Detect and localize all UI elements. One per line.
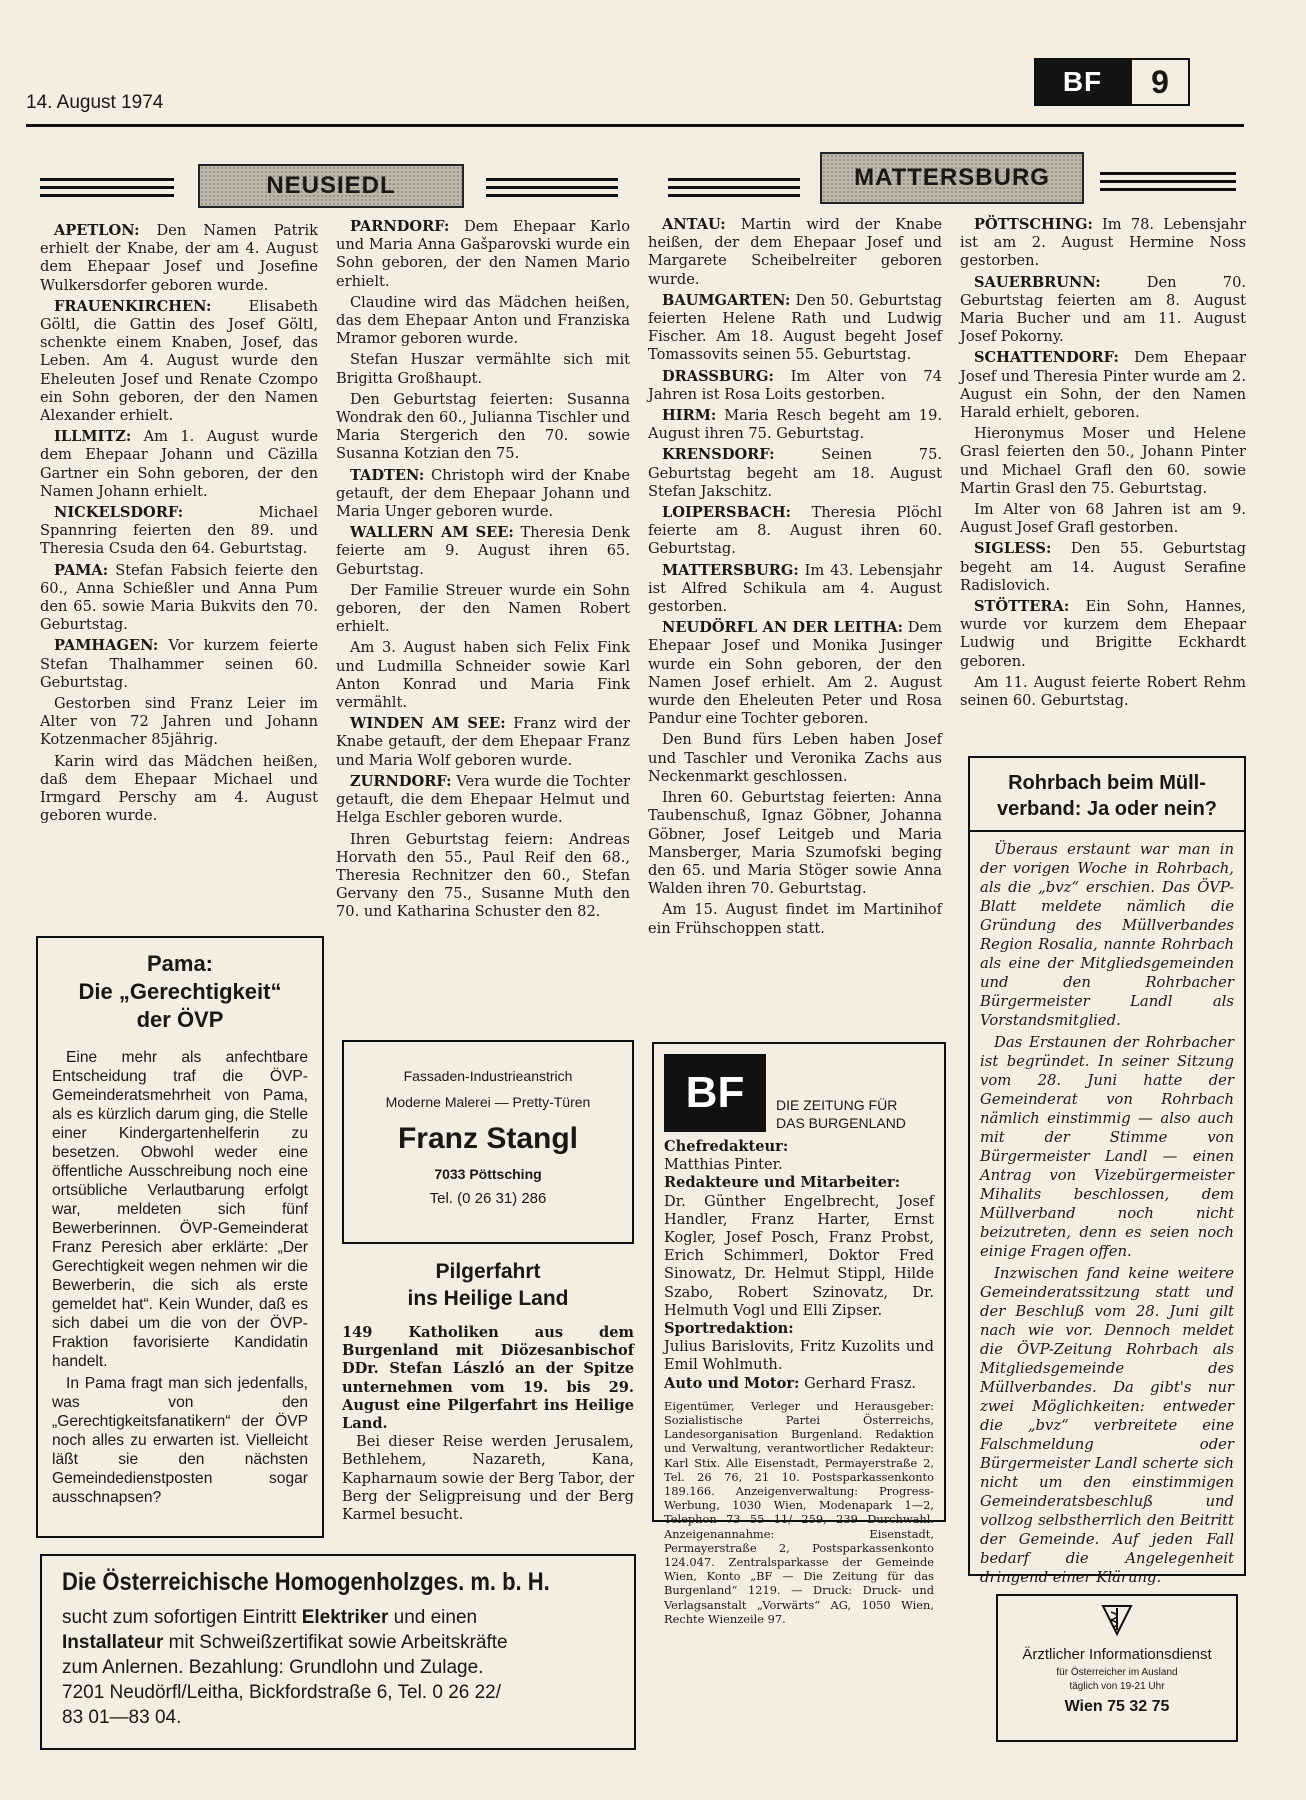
news-text: Michael Spannring feierten den 89. und Theresia Csuda den 64. Geburtstag. bbox=[40, 504, 318, 558]
news-item bbox=[40, 428, 318, 501]
news-column-1 bbox=[40, 222, 318, 829]
news-item bbox=[648, 446, 942, 501]
homogen-ad-title: Die Österreichische Homogenholzges. m. b. H. bbox=[62, 1568, 550, 1596]
news-text: Am 11. August feierte Robert Rehm seinen 60. Geburtstag. bbox=[960, 673, 1246, 710]
news-item bbox=[40, 753, 318, 826]
ad-text: mit Schweißzertifikat sowie Arbeitskräfte bbox=[163, 1632, 508, 1653]
news-place: PARNDORF: bbox=[350, 218, 450, 235]
news-text: Franz wird der Knabe getauft, der dem Ehepaar Franz und Maria Wolf geboren wurde. bbox=[336, 715, 630, 769]
news-item bbox=[648, 562, 942, 617]
aerzte-ad bbox=[996, 1594, 1238, 1742]
impressum-logo: BF bbox=[664, 1054, 766, 1132]
pama-paragraph: Eine mehr als anfechtbare Entscheidung traf die ÖVP-Gemeinderatsmehrheit von Pama, als es kürzlich darum ging, die Stelle einer Kindergartenhelferin zu besetzen. Obwohl weder eine öffentliche Ausschreibung noch eine ortsübliche Verlautbarung erfolgt war, meldeten sich fünf Bewerberinnen. ÖVP-Gemeinderat Franz Peresich aber erklärte: „Der Gerechtigkeit wegen nehmen wir die Bewerberin, die sich als erste gemeldet hat“. Kein Wunder, daß es sich dabei um die von der ÖVP-Fraktion favorisierte Kandidatin handelt. bbox=[52, 1049, 308, 1370]
ad-job-elektriker: Elektriker bbox=[301, 1607, 389, 1628]
news-text: Seinen 75. Geburtstag begeht am 18. August Stefan Jakschitz. bbox=[648, 446, 942, 500]
news-column-3 bbox=[648, 216, 942, 941]
news-text: Elisabeth Göltl, die Gattin des Josef Göltl, schenkte einem Knaben, Josef, das Leben. Am 4. August wurde den Eheleuten Josef und Renate Czompo ein Sohn geboren, der den Namen Alexander erhielt. bbox=[40, 297, 318, 425]
news-text: Claudine wird das Mädchen heißen, das dem Ehepaar Anton und Franziska Mramor geboren wurde. bbox=[336, 293, 630, 348]
stangl-ad bbox=[342, 1040, 634, 1244]
news-text: Am 15. August findet im Martinihof ein Frühschoppen statt. bbox=[648, 901, 942, 937]
impressum-box bbox=[652, 1042, 946, 1626]
news-place: PÖTTSCHING: bbox=[974, 216, 1093, 233]
news-text: Christoph wird der Knabe getauft, der dem Ehepaar Johann und Maria Unger geboren wurde. bbox=[336, 466, 630, 521]
stangl-ad-services: Fassaden-Industrieanstrich bbox=[403, 1068, 573, 1084]
news-item bbox=[40, 637, 318, 692]
pilgrimage-title-line2: ins Heilige Land bbox=[407, 1287, 569, 1310]
news-place: PAMA: bbox=[54, 561, 109, 579]
news-text: Im Alter von 68 Jahren ist am 9. August Josef Grafl gestorben. bbox=[960, 501, 1246, 537]
impressum-legal: Eigentümer, Verleger und Herausgeber: Sozialistische Partei Österreichs, Landesorganisation Burgenland. Redaktion und Verwaltung, verantwortlicher Redakteur: Karl Stix. Alle Eisenstadt, Permayerstraße 2, Tel. 26 76, 21 10. Postsparkassenkonto 189.166. Anzeigenverwaltung: Progress-Werbung, 1030 Wien, Modenapark 1—2, Telephon 73 55 11/ 259, 239 Durchwahl. Anzeigenannahme: Eisenstadt, Permayerstraße 2, Postsparkassenkonto 124.047. Zentralsparkasse der Gemeinde Wien, Konto „BF — Die Zeitung für das Burgenland“ 1219. — Druck: Druck- und Verlagsanstalt „Vorwärts“ AG, 1050 Wien, Rechte Wienzeile 97. bbox=[664, 1398, 934, 1626]
chef-label: Chefredakteur: bbox=[664, 1138, 789, 1155]
sport-label: Sportredaktion: bbox=[664, 1320, 794, 1338]
news-item bbox=[336, 831, 630, 922]
news-text: Den Namen Patrik erhielt der Knabe, der am 4. August dem Ehepaar Josef und Josefine Wulkersdorfer geboren wurde. bbox=[40, 222, 318, 294]
news-text: Im 78. Lebensjahr ist am 2. August Hermine Noss gestorben. bbox=[960, 216, 1246, 270]
page-number: 9 bbox=[1129, 60, 1188, 104]
news-place: SCHATTENDORF: bbox=[974, 349, 1119, 367]
news-item bbox=[40, 298, 318, 425]
news-item bbox=[336, 351, 630, 387]
masthead-badge bbox=[1034, 58, 1190, 106]
news-text: Dem Ehepaar Karlo und Maria Anna Gašparovski wurde ein Sohn geboren, der den Namen Mario erhielt. bbox=[336, 218, 630, 290]
tagline-line1: DIE ZEITUNG FÜR bbox=[776, 1097, 898, 1113]
editors-names: Dr. Günther Engelbrecht, Josef Handler, Franz Harter, Ernst Kogler, Josef Posch, Franz Probst, Erich Schimmerl, Doktor Fred Sinowatz, Dr. Helmut Stippl, Hilde Szabo, Robert Szinovatz, Dr. Helmuth Vogl und Elli Zipser. bbox=[664, 1192, 934, 1319]
aerzte-ad-sub2: täglich von 19-21 Uhr bbox=[1069, 1681, 1165, 1692]
rohrbach-divider bbox=[970, 830, 1244, 832]
ad-text: und einen bbox=[388, 1607, 478, 1628]
sport-names: Julius Barislovits, Fritz Kuzolits und Emil Wohlmuth. bbox=[664, 1338, 934, 1374]
pama-title-line3: der ÖVP bbox=[136, 1007, 224, 1032]
news-text: Den Bund fürs Leben haben Josef und Taschler und Veronika Zachs aus Neckenmarkt geschlossen. bbox=[648, 731, 942, 785]
news-text: Der Familie Streuer wurde ein Sohn geboren, der den Namen Robert erhielt. bbox=[336, 581, 630, 636]
news-text: Vor kurzem feierte Stefan Thalhammer seinen 60. Geburtstag. bbox=[40, 637, 318, 691]
rohrbach-paragraph: Inzwischen fand keine weitere Gemeinderatssitzung statt und der Beschluß vom 28. Juni gilt nach wie vor. Dennoch meldet die ÖVP-Zeitung Rohrbach als Mitgliedsgemeinde des Müllverbandes. Da gibt's nur zwei Möglichkeiten: entweder die „bvz“ verbreitete eine Falschmeldung oder Bürgermeister Landl scherte sich nicht um den einstimmigen Gemeinderatsbeschluß und vollzog selbstherrlich den Beitritt der Gemeinde. Auf jeden Fall bedarf die Angelegenheit dringend einer Klärung. bbox=[980, 1265, 1234, 1586]
rohrbach-title bbox=[980, 770, 1234, 822]
news-text: Im 43. Lebensjahr ist Alfred Schikula am 4. August gestorben. bbox=[648, 561, 942, 616]
news-item bbox=[336, 391, 630, 464]
news-item bbox=[960, 598, 1246, 671]
pama-title bbox=[52, 950, 308, 1034]
news-text: Im Alter von 74 Jahren ist Rosa Loits gestorben. bbox=[648, 367, 942, 403]
pilgrimage-lead: 149 Katholiken aus dem Burgenland mit Diözesanbischof DDr. Stefan László an der Spitze unternehmen vom 19. bis 29. August eine Pilgerfahrt ins Heilige Land. bbox=[342, 1324, 634, 1433]
news-text: Stefan Huszar vermählte sich mit Brigitta Großhaupt. bbox=[336, 351, 630, 387]
news-item bbox=[960, 674, 1246, 710]
impressum-header bbox=[664, 1054, 934, 1132]
news-text: Den Geburtstag feierten: Susanna Wondrak den 60., Julianna Tischler und Maria Stergerich den 70. sowie Susanna Kotzian den 75. bbox=[336, 390, 630, 463]
news-place: ZURNDORF: bbox=[350, 772, 452, 790]
rohrbach-title-line2: verband: Ja oder nein? bbox=[996, 798, 1218, 820]
news-place: WINDEN AM SEE: bbox=[350, 715, 506, 733]
news-column-4 bbox=[960, 216, 1246, 713]
news-place: APETLON: bbox=[54, 222, 140, 239]
news-item bbox=[960, 349, 1246, 422]
news-text: Ein Sohn, Hannes, wurde vor kurzem dem Ehepaar Ludwig und Brigitte Eckhardt geboren. bbox=[960, 598, 1246, 670]
pilgrimage-text: Bei dieser Reise werden Jerusalem, Bethlehem, Nazareth, Kana, Kapharnaum sowie der Berg Tabor, der Berg der Seligpreisung und der Berg Karmel besucht. bbox=[342, 1433, 634, 1524]
news-text: Gestorben sind Franz Leier im Alter von 72 Jahren und Johann Kotzenmacher 85jährig. bbox=[40, 695, 318, 749]
header-rule bbox=[26, 124, 1244, 127]
news-text: Ihren 60. Geburtstag feierten: Anna Taubenschuß, Ignaz Göbner, Johanna Göbner, Josef Leitgeb und Maria Mansberger, Maria Szumofski beging den 65. und Maria Stöger sowie Anna Walden ihren 70. Geburtstag. bbox=[648, 789, 942, 898]
news-item bbox=[648, 407, 942, 443]
news-item bbox=[648, 216, 942, 289]
stangl-ad-town: 7033 Pöttsching bbox=[434, 1166, 542, 1182]
ad-phone: 83 01—83 04. bbox=[62, 1707, 182, 1728]
ad-job-installateur: Installateur bbox=[62, 1632, 164, 1653]
news-item bbox=[40, 222, 318, 295]
issue-date: 14. August 1974 bbox=[26, 92, 164, 113]
news-text: Vera wurde die Tochter getauft, die dem Ehepaar Helmut und Helga Eschler geboren wurde. bbox=[336, 772, 630, 827]
aerzte-ad-title: Ärztlicher Informationsdienst bbox=[1022, 1646, 1212, 1663]
news-item bbox=[40, 504, 318, 559]
aerzte-ad-phone: Wien 75 32 75 bbox=[1064, 1698, 1170, 1715]
news-item bbox=[40, 562, 318, 635]
news-place: NICKELSDORF: bbox=[54, 504, 184, 522]
impressum-staff bbox=[664, 1138, 934, 1393]
pama-paragraph: In Pama fragt man sich jedenfalls, was von den „Gerechtigkeitsfanatikern“ der ÖVP noch alles zu erwarten ist. Vielleicht läßt sie den nächsten Gemeindedienstposten sogar ausschnapsen? bbox=[52, 1375, 308, 1506]
news-place: SAUERBRUNN: bbox=[974, 273, 1101, 291]
news-item bbox=[960, 501, 1246, 537]
news-item bbox=[960, 425, 1246, 498]
news-place: BAUMGARTEN: bbox=[662, 291, 791, 309]
editors-label: Redakteure und Mitarbeiter: bbox=[664, 1174, 901, 1192]
chef-name: Matthias Pinter. bbox=[664, 1156, 783, 1174]
news-item bbox=[960, 216, 1246, 271]
news-item bbox=[648, 368, 942, 404]
auto-name: Gerhard Frasz. bbox=[804, 1374, 917, 1392]
news-item bbox=[960, 540, 1246, 595]
news-text: Dem Ehepaar Josef und Monika Jusinger wurde ein Sohn geboren, der den Namen Josef erhielt. Am 2. August wurde den Eheleuten Peter und Rosa Pandur eine Tochter geboren. bbox=[648, 619, 942, 728]
news-place: NEUDÖRFL AN DER LEITHA: bbox=[662, 619, 904, 637]
news-text: Martin wird der Knabe heißen, der dem Ehepaar Josef und Margarete Scheibelreiter geboren wurde. bbox=[648, 216, 942, 288]
news-item bbox=[960, 274, 1246, 347]
news-text: Dem Ehepaar Josef und Theresia Pinter wurde am 2. August ein Sohn, der den Namen Harald erhielt, geboren. bbox=[960, 349, 1246, 422]
impressum-tagline bbox=[776, 1096, 906, 1132]
rohrbach-title-line1: Rohrbach beim Müll- bbox=[1008, 772, 1206, 794]
news-place: PAMHAGEN: bbox=[54, 637, 159, 655]
news-item bbox=[648, 789, 942, 898]
news-item bbox=[336, 773, 630, 828]
homogenholz-ad bbox=[40, 1554, 636, 1750]
pama-body bbox=[52, 1048, 308, 1507]
news-text: Stefan Fabsich feierte den 60., Anna Schießler und Anna Pum den 65. sowie Maria Bukvits den 70. Geburtstag. bbox=[40, 561, 318, 634]
pama-title-line2: Die „Gerechtigkeit“ bbox=[78, 979, 282, 1004]
news-place: TADTEN: bbox=[350, 466, 425, 484]
stangl-ad-services2: Moderne Malerei — Pretty-Türen bbox=[385, 1094, 591, 1110]
news-item bbox=[40, 695, 318, 750]
news-place: KRENSDORF: bbox=[662, 446, 775, 464]
rohrbach-article-box bbox=[968, 756, 1246, 1586]
section-bars bbox=[668, 178, 800, 202]
news-place: DRASSBURG: bbox=[662, 367, 774, 385]
news-item bbox=[648, 292, 942, 365]
news-text: Theresia Denk feierte am 9. August ihren 65. Geburtstag. bbox=[336, 524, 630, 578]
pama-article-box bbox=[36, 936, 324, 1538]
news-place: ILLMITZ: bbox=[54, 428, 132, 446]
news-item bbox=[336, 218, 630, 291]
rohrbach-paragraph: Das Erstaunen der Rohrbacher ist begründet. In seiner Sitzung vom 28. Juni hatte der Gemeinderat von Rohrbach nämlich einstimmig — also auch mit der Stimme von Bürgermeister Landl — einen Antrag von Vizebürgermeister Mihalits beschlossen, dem Müllverband noch nicht beizutreten, denn es seien noch einige Fragen offen. bbox=[980, 1034, 1234, 1260]
pama-title-line1: Pama: bbox=[146, 951, 214, 976]
tagline-line2: DAS BURGENLAND bbox=[776, 1115, 906, 1131]
pilgrimage-title-line1: Pilgerfahrt bbox=[435, 1260, 541, 1283]
news-text: Theresia Plöchl feierte am 8. August ihren 60. Geburtstag. bbox=[648, 504, 942, 558]
news-text: Den 70. Geburtstag feierten am 8. August Maria Bucher und am 11. August Josef Pokorny. bbox=[960, 273, 1246, 346]
pilgrimage-title bbox=[342, 1258, 634, 1312]
news-item bbox=[336, 524, 630, 579]
news-place: LOIPERSBACH: bbox=[662, 504, 792, 522]
ad-address: 7201 Neudörfl/Leitha, Bickfordstraße 6, Tel. 0 26 22/ bbox=[62, 1682, 502, 1703]
news-item bbox=[336, 582, 630, 637]
brand-logo: BF bbox=[1036, 60, 1129, 104]
stangl-ad-name: Franz Stangl bbox=[397, 1122, 578, 1155]
section-bars bbox=[40, 178, 174, 202]
news-item bbox=[648, 901, 942, 937]
caduceus-icon bbox=[1097, 1600, 1137, 1640]
news-text: Karin wird das Mädchen heißen, daß dem Ehepaar Michael und Irmgard Perschy am 4. August geboren wurde. bbox=[40, 752, 318, 825]
news-item bbox=[648, 619, 942, 728]
ad-text: sucht zum sofortigen Eintritt bbox=[62, 1607, 302, 1628]
homogen-ad-body bbox=[62, 1605, 614, 1730]
pilgrimage-article bbox=[342, 1258, 634, 1524]
news-text: Am 3. August haben sich Felix Fink und Ludmilla Schneider sowie Karl Anton Konrad und Maria Fink vermählt. bbox=[336, 639, 630, 712]
aerzte-ad-sub1: für Österreicher im Ausland bbox=[1056, 1667, 1178, 1678]
news-item bbox=[336, 467, 630, 522]
rohrbach-paragraph: Überaus erstaunt war man in der vorigen Woche in Rohrbach, als die „bvz“ erschien. Das ÖVP-Blatt meldete nämlich die Gründung des Müllverbandes Region Rosalia, nannte Rohrbach als eine der Mitgliedsgemeinden und den Rohrbacher Bürgermeister Landl als Vorstandsmitglied. bbox=[980, 841, 1234, 1029]
news-item bbox=[336, 715, 630, 770]
news-place: SIGLESS: bbox=[974, 540, 1052, 558]
rohrbach-body bbox=[980, 840, 1234, 1587]
news-item bbox=[648, 731, 942, 786]
news-item bbox=[336, 639, 630, 712]
news-place: WALLERN AM SEE: bbox=[350, 524, 514, 542]
news-text: Ihren Geburtstag feiern: Andreas Horvath den 55., Paul Reif den 68., Theresia Rechnitzer den 60., Stefan Gervany den 75., Susanne Muth den 70. und Katharina Schuster den 82. bbox=[336, 830, 630, 921]
news-text: Hieronymus Moser und Helene Grasl feierten den 50., Johann Pinter und Michael Grafl den 60. sowie Martin Grasl den 75. Geburtstag. bbox=[960, 425, 1246, 497]
news-text: Den 50. Geburtstag feierten Helene Rath und Ludwig Fischer. Am 18. August begeht Josef Tomassovits seinen 55. Geburtstag. bbox=[648, 291, 942, 364]
news-place: HIRM: bbox=[662, 407, 717, 425]
news-column-2 bbox=[336, 218, 630, 925]
news-place: ANTAU: bbox=[662, 216, 726, 233]
section-mattersburg: MATTERSBURG bbox=[820, 152, 1084, 204]
section-bars bbox=[486, 178, 618, 202]
auto-label: Auto und Motor: bbox=[664, 1374, 800, 1392]
news-item bbox=[336, 294, 630, 349]
news-place: MATTERSBURG: bbox=[662, 561, 799, 579]
section-neusiedl: NEUSIEDL bbox=[198, 164, 464, 208]
news-text: Maria Resch begeht am 19. August ihren 75. Geburtstag. bbox=[648, 407, 942, 443]
stangl-ad-phone: Tel. (0 26 31) 286 bbox=[429, 1190, 547, 1207]
news-place: STÖTTERA: bbox=[974, 598, 1070, 616]
ad-text: zum Anlernen. Bezahlung: Grundlohn und Zulage. bbox=[62, 1657, 484, 1678]
news-text: Den 55. Geburtstag begeht am 14. August Serafine Radislovich. bbox=[960, 540, 1246, 594]
news-place: FRAUENKIRCHEN: bbox=[54, 297, 212, 315]
news-text: Am 1. August wurde dem Ehepaar Johann und Cäzilla Gartner ein Sohn geboren, der den Namen Johann erhielt. bbox=[40, 428, 318, 500]
news-item bbox=[648, 504, 942, 559]
section-bars bbox=[1100, 172, 1236, 196]
